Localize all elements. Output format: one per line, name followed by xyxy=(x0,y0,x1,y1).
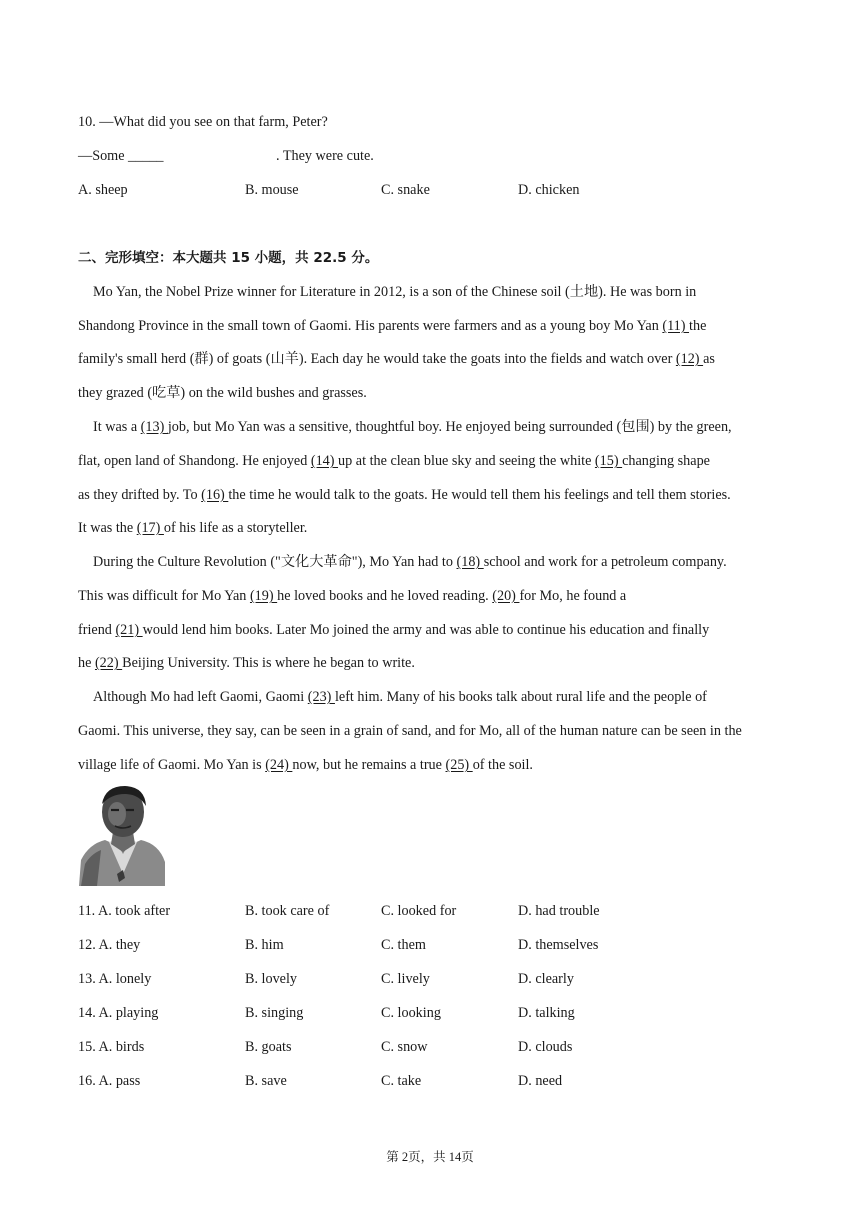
q10-question: 10. —What did you see on that farm, Peter? xyxy=(78,114,328,130)
question-14-option-c: C. looking xyxy=(381,1005,441,1021)
passage-line: village life of Gaomi. Mo Yan is (24) now, but he remains a true (25) of the soil. xyxy=(78,757,533,773)
blank-15: (15) xyxy=(594,453,623,469)
question-12-option-c: C. them xyxy=(381,937,426,953)
question-11-option-d: D. had trouble xyxy=(518,903,600,919)
question-16-option-c: C. take xyxy=(381,1073,422,1089)
question-13-option-b: B. lovely xyxy=(245,971,298,987)
question-13-option-d: D. clearly xyxy=(518,971,574,987)
question-15-option-d: D. clouds xyxy=(518,1039,573,1055)
passage-line: flat, open land of Shandong. He enjoyed (14) up at the clean blue sky and seeing the white (15) changing shape xyxy=(78,453,710,469)
blank-16: (16) xyxy=(201,487,229,503)
blank-24: (24) xyxy=(265,757,293,773)
passage-line: Mo Yan, the Nobel Prize winner for Literature in 2012, is a son of the Chinese soil (土地). He was born in xyxy=(93,284,697,300)
q10-option-c: C. snake xyxy=(381,182,430,198)
question-15-option-c: C. snow xyxy=(381,1039,428,1055)
question-15-option-a: 15. A. birds xyxy=(78,1039,145,1055)
question-16-option-b: B. save xyxy=(245,1073,287,1089)
question-12-option-b: B. him xyxy=(245,937,284,953)
q10-option-d: D. chicken xyxy=(518,182,580,198)
question-11-option-a: 11. A. took after xyxy=(78,903,171,919)
question-14-option-d: D. talking xyxy=(518,1005,575,1021)
passage-line: family's small herd (群) of goats (山羊). Each day he would take the goats into the fields and watch over (12) as xyxy=(78,351,715,367)
passage-line: Shandong Province in the small town of Gaomi. His parents were farmers and as a young boy Mo Yan (11) the xyxy=(78,318,707,334)
passage-line: During the Culture Revolution ("文化大革命"), Mo Yan had to (18) school and work for a petroleum company. xyxy=(93,554,727,570)
passage-line: he (22) Beijing University. This is where he began to write. xyxy=(78,655,415,671)
blank-11: (11) xyxy=(662,318,690,334)
passage-line: friend (21) would lend him books. Later Mo joined the army and was able to continue his education and finally xyxy=(78,622,710,638)
q10-answer-prefix: —Some _____ xyxy=(78,148,164,164)
question-13-option-c: C. lively xyxy=(381,971,430,987)
question-14-option-b: B. singing xyxy=(245,1005,304,1021)
portrait-photo xyxy=(79,782,165,886)
blank-18: (18) xyxy=(456,554,484,570)
q10-answer-suffix: . They were cute. xyxy=(276,148,374,164)
blank-23: (23) xyxy=(307,689,335,705)
question-12-option-d: D. themselves xyxy=(518,937,599,953)
blank-22: (22) xyxy=(94,655,123,671)
q10-option-b: B. mouse xyxy=(245,182,299,198)
question-13-option-a: 13. A. lonely xyxy=(78,971,152,987)
blank-17: (17) xyxy=(136,520,164,536)
blank-19: (19) xyxy=(249,588,278,604)
passage-line: they grazed (吃草) on the wild bushes and grasses. xyxy=(78,385,367,401)
blank-25: (25) xyxy=(445,757,473,773)
passage-line: It was a (13) job, but Mo Yan was a sensitive, thoughtful boy. He enjoyed being surrounded (包围) by the green, xyxy=(93,419,732,435)
question-15-option-b: B. goats xyxy=(245,1039,292,1055)
question-12-option-a: 12. A. they xyxy=(78,937,141,953)
blank-21: (21) xyxy=(115,622,143,638)
question-16-option-a: 16. A. pass xyxy=(78,1073,141,1089)
section-heading: 二、完形填空：本大题共 15 小题，共 22.5 分。 xyxy=(78,250,379,266)
passage-line: Gaomi. This universe, they say, can be seen in a grain of sand, and for Mo, all of the human nature can be seen in the xyxy=(78,723,742,739)
blank-14: (14) xyxy=(310,453,339,469)
blank-12: (12) xyxy=(675,351,704,367)
blank-13: (13) xyxy=(140,419,168,435)
question-14-option-a: 14. A. playing xyxy=(78,1005,159,1021)
question-16-option-d: D. need xyxy=(518,1073,563,1089)
passage-line: It was the (17) of his life as a storyteller. xyxy=(78,520,308,536)
passage-line: as they drifted by. To (16) the time he would talk to the goats. He would tell them his feelings and tell them stories. xyxy=(78,487,731,503)
question-11-option-c: C. looked for xyxy=(381,903,457,919)
passage-line: This was difficult for Mo Yan (19) he loved books and he loved reading. (20) for Mo, he found a xyxy=(78,588,627,604)
passage-line: Although Mo had left Gaomi, Gaomi (23) left him. Many of his books talk about rural life and the people of xyxy=(93,689,707,705)
q10-option-a: A. sheep xyxy=(78,182,128,198)
page-footer: 第 2页，共 14页 xyxy=(386,1150,474,1164)
question-11-option-b: B. took care of xyxy=(245,903,330,919)
blank-20: (20) xyxy=(492,588,520,604)
